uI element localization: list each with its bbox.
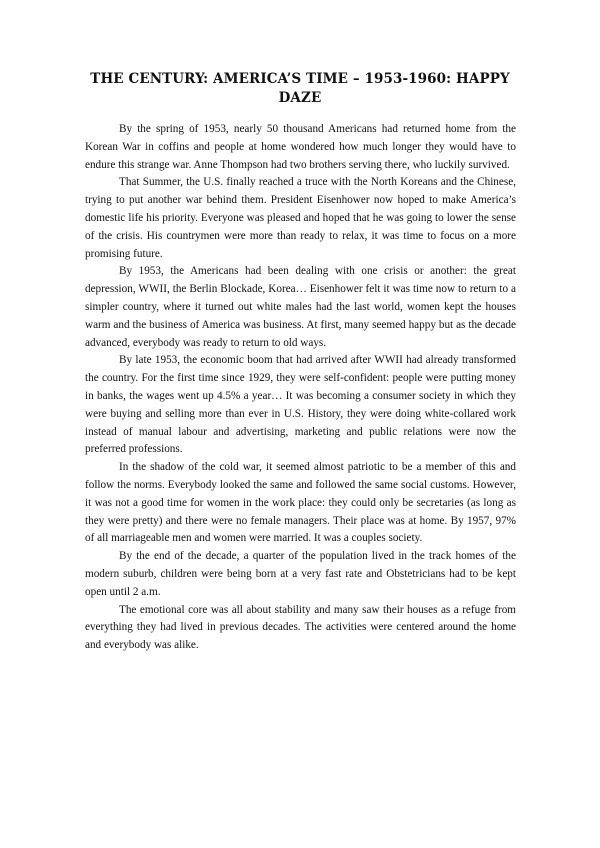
paragraph-4: By late 1953, the economic boom that had arrived after WWII had already transformed the country. For the first time since 1929, they were self-confident: people were putting money in banks, the wages went up 4.5% a year… It was becoming a consumer society in which they were buying and selling more than ever in U.S. History, they were doing white-collared work instead of manual labour and advertising, marketing and public relations were now the preferred professions. — [85, 354, 516, 456]
paragraph-7: The emotional core was all about stability and many saw their houses as a refuge from everything they had lived in previous decades. The activities were centered around the home and everybody was alike. — [85, 603, 516, 652]
document-body — [85, 121, 516, 655]
paragraph-1: By the spring of 1953, nearly 50 thousand Americans had returned home from the Korean War in coffins and people at home wondered how much longer they would have to endure this strange war. Anne Thompson had two brothers serving there, who luckily survived. — [85, 123, 516, 171]
paragraph-5: In the shadow of the cold war, it seemed almost patriotic to be a member of this and follow the norms. Everybody looked the same and followed the same social customs. However, it was not a good time for women in the work place: they could only be secretaries (as long as they were pretty) and there were no female managers. Their place was at home. By 1957, 97% of all marriageable men and women were married. It was a couples society. — [85, 461, 516, 545]
paragraph-3: By 1953, the Americans had been dealing with one crisis or another: the great depression, WWII, the Berlin Blockade, Korea… Eisenhower felt it was time now to return to a simpler country, where it turned out white males had the last world, women kept the houses warm and the business of America was business. At first, many seemed happy but as the decade advanced, everybody was ready to return to old ways. — [85, 265, 516, 349]
document-title: THE CENTURY: AMERICA’S TIME – 1953-1960: HAPPY DAZE — [90, 71, 510, 106]
paragraph-2: That Summer, the U.S. finally reached a truce with the North Koreans and the Chinese, trying to put another war behind them. President Eisenhower now hoped to make America’s domestic life his priority. Everyone was pleased and hoped that he was going to lower the sense of the crisis. His countrymen were more than ready to relax, it was time to focus on a more promising future. — [85, 176, 516, 260]
paragraph-6: By the end of the decade, a quarter of the population lived in the track homes of the modern suburb, children were being born at a very fast rate and Obstetricians had to be kept open until 2 a.m. — [85, 550, 516, 598]
